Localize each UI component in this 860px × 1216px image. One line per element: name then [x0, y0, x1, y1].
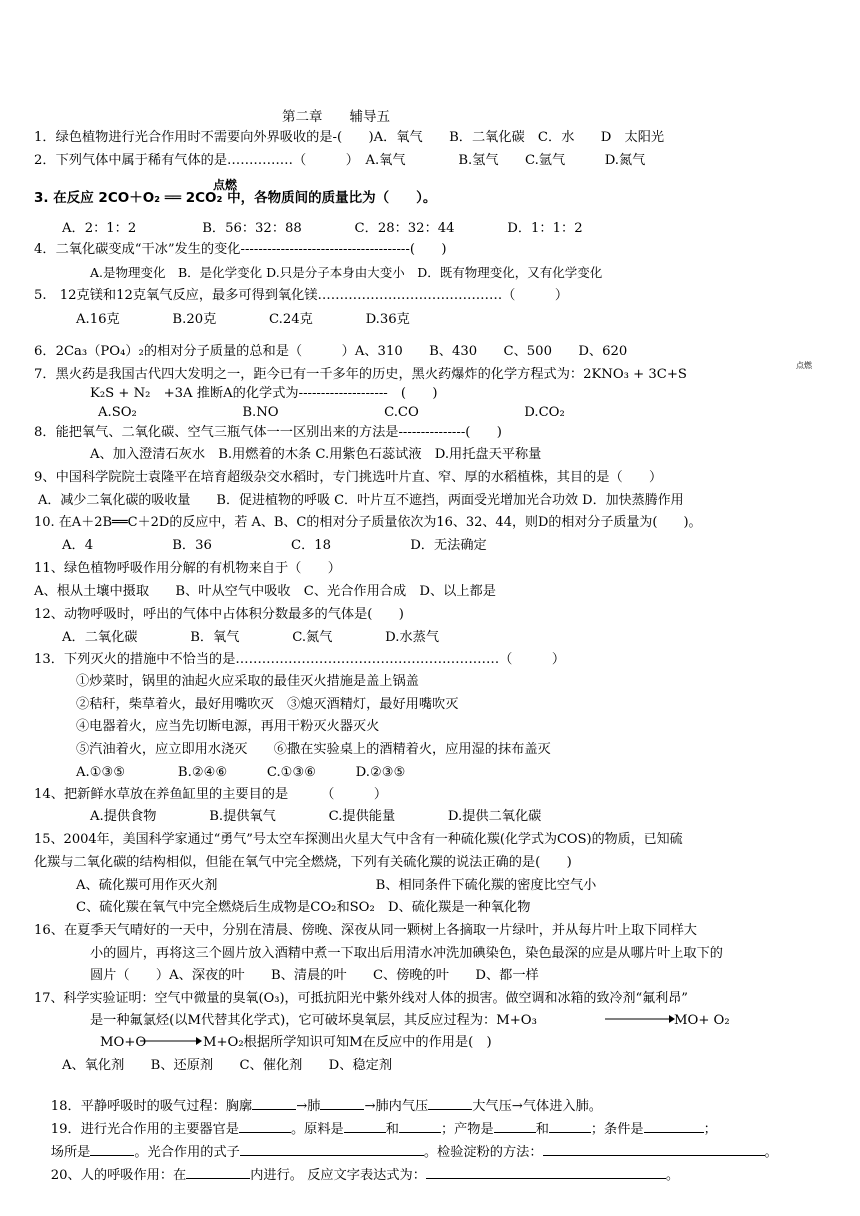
q3-condition: 点燃 [213, 178, 238, 192]
q7-line2: K₂S + N₂ +3A 推断A的化学式为-------------------- ( ) [90, 386, 438, 401]
q17-line3: MO+O [100, 1035, 147, 1050]
q15-options-ab: A、硫化羰可用作灭火剂 B、相同条件下硫化羰的密度比空气小 [76, 878, 597, 893]
q17-tail: M+O₂根据所学知识可知M在反应中的作用是( ) [203, 1035, 492, 1050]
q13-item4: ⑤汽油着火，应立即用水浇灭 ⑥撒在实验桌上的酒精着火，应用湿的抹布盖灭 [76, 742, 551, 757]
q19-frag-e: ；条件是 [590, 1122, 644, 1137]
q4-options: A.是物理变化 B．是化学变化 D.只是分子本身由大变小 D．既有物理变化，又有化学变化 [90, 265, 603, 280]
q5: 5. 12克镁和12克氧气反应，最多可得到氧化镁……………………………………（ ） [34, 288, 569, 303]
q13-item2: ②秸秆，柴草着火，最好用嘴吹灭 ③熄灭酒精灯，最好用嘴吹灭 [76, 697, 459, 712]
q20-frag-b: 。 [665, 1168, 680, 1183]
q9-options: A．减少二氧化碳的吸收量 B．促进植物的呼吸 C．叶片互不遮挡，两面受光增加光合功效 D．加快蒸腾作用 [38, 493, 684, 508]
q13: 13．下列灭火的措施中不恰当的是……………………………………………………（ ） [34, 652, 566, 667]
q10: 10. 在A＋2B══C＋2D的反应中，若 A、B、C的相对分子质量依次为16、32、44，则D的相对分子质量为( )。 [34, 515, 702, 530]
q18-frag1: →肺 [296, 1099, 321, 1114]
q16-line3: 圆片（ ）A、深夜的叶 B、清晨的叶 C、傍晚的叶 D、都一样 [90, 968, 539, 983]
reaction-arrow-2 [140, 1035, 202, 1047]
q13-item1: ①炒菜时，锅里的油起火应采取的最佳灭火措施是盖上锅盖 [76, 674, 419, 689]
q18-frag2: →肺内气压 [364, 1099, 429, 1114]
q6: 6．2Ca₃（PO₄）₂的相对分子质量的总和是（ ）A、310 B、430 C、500 D、620 [34, 344, 628, 359]
q11: 11、绿色植物呼吸作用分解的有机物来自于（ ） [34, 561, 341, 576]
q16: 16、在夏季天气晴好的一天中，分别在清晨、傍晚、深夜从同一颗树上各摘取一片绿叶，并从每片叶上取下同样大 [34, 923, 697, 938]
q18-text: 18．平静呼吸时的吸气过程：胸廓 [50, 1099, 253, 1114]
q9: 9、中国科学院院士袁隆平在培育超级杂交水稻时，专门挑选叶片直、窄、厚的水稻植株，其目的是（ ） [34, 470, 663, 485]
q3-options: A．2：1：2 B．56：32：88 C．28：32：44 D．1：1：2 [62, 221, 583, 236]
q7-options: A.SO₂ B.NO C.CO D.CO₂ [98, 405, 565, 420]
q10-options: A．4 B．36 C．18 D．无法确定 [62, 538, 487, 553]
blank-q20-site[interactable] [186, 1166, 250, 1179]
q19-frag-a: 。原料是 [291, 1122, 344, 1137]
q15-line2: 化羰与二氧化碳的结构相似，但能在氧气中完全燃烧，下列有关硫化羰的说法正确的是( ) [34, 855, 572, 870]
q20 [34, 1149, 679, 1201]
page-title: 第二章 辅导五 [282, 109, 390, 125]
blank-q20-equation[interactable] [426, 1166, 666, 1179]
q19-frag-g: 。光合作用的式子 [134, 1145, 240, 1160]
q20-text: 20、人的呼吸作用：在 [50, 1168, 187, 1183]
q18-frag3: 大气压→气体进入肺。 [472, 1099, 602, 1114]
q12: 12、动物呼吸时，呼出的气体中占体积分数最多的气体是( ) [34, 607, 404, 622]
q19-line2-text: 场所是 [50, 1145, 91, 1160]
q17-product: MO+ O₂ [674, 1013, 730, 1028]
q20-frag-a: 内进行。 反应文字表达式为： [250, 1168, 426, 1183]
q19-text: 19．进行光合作用的主要器官是 [50, 1122, 239, 1137]
q19-frag-f: ； [703, 1122, 717, 1137]
q14: 14、把新鲜水草放在养鱼缸里的主要目的是 （ ） [34, 787, 388, 802]
q19-frag-b: 和 [385, 1122, 399, 1137]
q1: 1．绿色植物进行光合作用时不需要向外界吸收的是-( )A．氧气 B．二氧化碳 C．水 D 太阳光 [34, 130, 665, 145]
q15: 15、2004年，美国科学家通过“勇气”号太空车探测出火星大气中含有一种硫化羰(化学式为COS)的物质，已知硫 [34, 832, 683, 847]
q11-options: A、根从土壤中摄取 B、叶从空气中吸收 C、光合作用合成 D、以上都是 [34, 584, 496, 599]
q19-frag-d: 和 [535, 1122, 549, 1137]
q14-options: A.提供食物 B.提供氧气 C.提供能量 D.提供二氧化碳 [90, 809, 542, 824]
q4: 4．二氧化碳变成“干冰”发生的变化--------------------------------------( ) [34, 242, 447, 257]
q7: 7．黑火药是我国古代四大发明之一，距今已有一千多年的历史，黑火药爆炸的化学方程式为：2KNO₃ + 3C+S [34, 367, 687, 382]
q19-frag-c: ；产物是 [440, 1122, 494, 1137]
q17-line2: 是一种氟氯烃(以M代替其化学式)，它可破坏臭氧层，其反应过程为：M+O₃ [90, 1013, 537, 1028]
q13-item3: ④电器着火，应当先切断电源，再用干粉灭火器灭火 [76, 719, 380, 734]
q3: 3. 在反应 2CO＋O₂ ══ 2CO₂ 中，各物质间的质量比为（ ）。 [34, 190, 437, 206]
q8-options: A、加入澄清石灰水 B.用燃着的木条 C.用紫色石蕊试液 D.用托盘天平称量 [90, 447, 542, 462]
q5-options: A.16克 B.20克 C.24克 D.36克 [76, 312, 410, 327]
q8: 8．能把氧气、二氧化碳、空气三瓶气体一一区别出来的方法是---------------( ) [34, 425, 502, 440]
q12-options: A．二氧化碳 B．氧气 C.氮气 D.水蒸气 [62, 630, 440, 645]
q7-condition: 点燃 [796, 361, 812, 370]
q19-frag-i: 。 [764, 1145, 778, 1160]
q2: 2．下列气体中属于稀有气体的是……………（ ） A.氧气 B.氢气 C.氩气 D.氮气 [34, 153, 646, 168]
q13-options: A.①③⑤ B.②④⑥ C.①③⑥ D.②③⑤ [76, 765, 406, 780]
q17: 17、科学实验证明：空气中微量的臭氧(O₃)，可抵抗阳光中紫外线对人体的损害。做空调和冰箱的致冷剂“氟利昂” [34, 991, 688, 1006]
q19-frag-h: 。检验淀粉的方法： [423, 1145, 543, 1160]
q16-line2: 小的圆片，再将这三个圆片放入酒精中煮一下取出后用清水冲洗加碘染色，染色最深的应是从哪片叶上取下的 [90, 946, 723, 961]
q15-options-cd: C、硫化羰在氧气中完全燃烧后生成物是CO₂和SO₂ D、硫化羰是一种氧化物 [76, 900, 531, 915]
reaction-arrow-1 [605, 1013, 675, 1025]
q17-options: A、氧化剂 B、还原剂 C、催化剂 D、稳定剂 [62, 1058, 393, 1073]
